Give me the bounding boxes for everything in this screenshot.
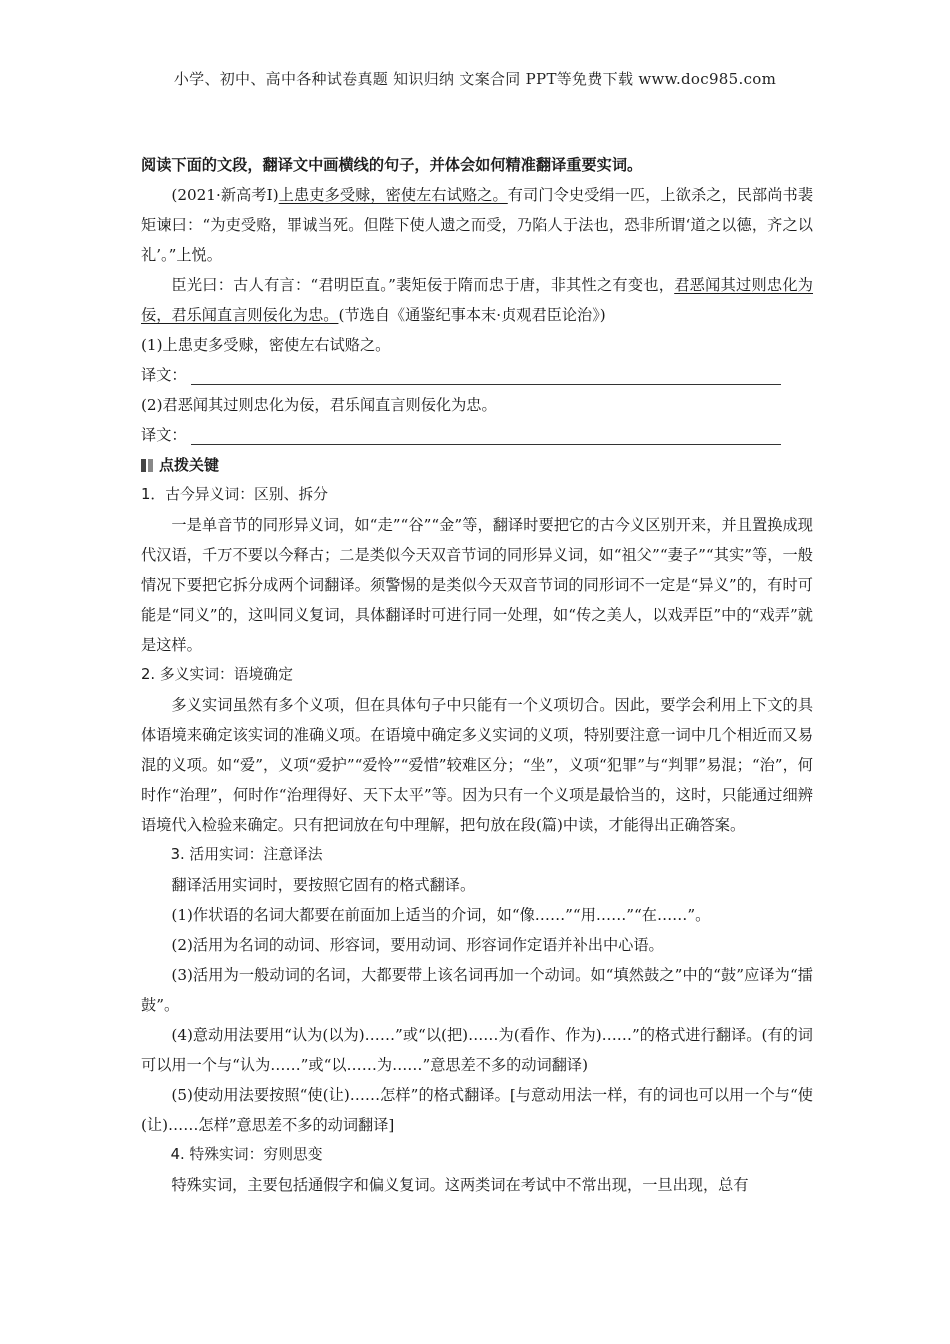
answer-label-2: 译文： xyxy=(141,426,187,444)
page-header: 小学、初中、高中各种试卷真题 知识归纳 文案合同 PPT等免费下载 www.doc985.com xyxy=(173,70,777,88)
answer-blank-1[interactable] xyxy=(191,364,781,385)
answer-line-2 xyxy=(141,420,813,450)
passage-text-1: 有司门令史受绢一匹，上欲杀之，民部尚书裴矩谏曰：“为吏受赂，罪诚当死。但陛下使人遗之而受，乃陷人于法也，恐非所谓‘道之以德，齐之以礼’。”上悦。 xyxy=(141,186,814,264)
body-4: 特殊实词，主要包括通假字和偏义复词。这两类词在考试中不常出现，一旦出现，总有 xyxy=(171,1176,749,1194)
heading-4: 4. 特殊实词：穷则思变 xyxy=(170,1146,323,1163)
passage-paragraph-2 xyxy=(141,270,813,330)
instruction-text: 阅读下面的文段，翻译文中画横线的句子，并体会如何精准翻译重要实词。 xyxy=(141,156,643,174)
body-2: 多义实词虽然有多个义项，但在具体句子中只能有一个义项切合。因此，要学会利用上下文的具体语境来确定该实词的准确义项。在语境中确定多义实词的义项，特别要注意一词中几个相近而又易混的义项。如“爱”，义项“爱护”“爱怜”“爱惜”较难区分；“坐”，义项“犯罪”与“判罪”易混；“治”，何时作“治理”，何时作“治理得好、天下太平”等。因为只有一个义项是最恰当的，这时，只能通过细辨语境代入检验来确定。只有把词放在句中理解，把句放在段(篇)中读，才能得出正确答案。 xyxy=(141,696,813,834)
body-3-intro: 翻译活用实词时，要按照它固有的格式翻译。 xyxy=(171,876,476,894)
underlined-sentence-1: 上患吏多受赇，密使左右试赂之。 xyxy=(278,186,508,204)
underlined-sentence-2: 君恶闻其过则忠化为佞，君乐闻直言则佞化为忠。 xyxy=(141,276,813,324)
passage-source-tag: (2021·新高考Ⅰ) xyxy=(171,186,279,204)
body-3-item-5: (5)使动用法要按照“使(让)……怎样”的格式翻译。[与意动用法一样，有的词也可以用一个与“使(让)……怎样”意思差不多的动词翻译] xyxy=(141,1086,813,1134)
passage-citation: (节选自《通鉴纪事本末·贞观君臣论治》) xyxy=(338,306,606,324)
heading-1: 1．古今异义词：区别、拆分 xyxy=(141,486,328,503)
body-1: 一是单音节的同形异义词，如“走”“谷”“金”等，翻译时要把它的古今义区别开来，并且置换成现代汉语，千万不要以今释古；二是类似今天双音节词的同形异义词，如“祖父”“妻子”“其实”等，一般情况下要把它拆分成两个词翻译。须警惕的是类似今天双音节词的同形词不一定是“异义”的，有时可能是“同义”的，这叫同义复词，具体翻译时可进行同一处理，如“传之美人，以戏弄臣”中的“戏弄”就是这样。 xyxy=(141,516,813,654)
answer-label-1: 译文： xyxy=(141,366,187,384)
passage-text-2: 臣光曰：古人有言：“君明臣直。”裴矩佞于隋而忠于唐，非其性之有变也， xyxy=(171,276,675,294)
section-title-text: 点拨关键 xyxy=(159,456,220,474)
answer-blank-2[interactable] xyxy=(191,424,781,445)
question-2: (2)君恶闻其过则忠化为佞，君乐闻直言则佞化为忠。 xyxy=(141,396,497,414)
heading-3: 3. 活用实词：注意译法 xyxy=(170,846,323,863)
body-3-item-2: (2)活用为名词的动词、形容词，要用动词、形容词作定语并补出中心语。 xyxy=(171,936,664,954)
body-3-item-3: (3)活用为一般动词的名词，大都要带上该名词再加一个动词。如“填然鼓之”中的“鼓”应译为“擂鼓”。 xyxy=(141,966,813,1014)
heading-2: 2. 多义实词：语境确定 xyxy=(141,666,293,683)
question-1: (1)上患吏多受赇，密使左右试赂之。 xyxy=(141,336,391,354)
body-3-item-1: (1)作状语的名词大都要在前面加上适当的介词，如“像……”“用……”“在……”。 xyxy=(171,906,711,924)
answer-line-1 xyxy=(141,360,813,390)
section-marker-icon-2 xyxy=(148,459,153,472)
document-body xyxy=(141,150,813,1200)
passage-paragraph-1 xyxy=(141,180,813,270)
section-title xyxy=(141,450,813,480)
body-3-item-4: (4)意动用法要用“认为(以为)……”或“以(把)……为(看作、作为)……”的格式进行翻译。(有的词可以用一个与“认为……”或“以……为……”意思差不多的动词翻译) xyxy=(141,1026,813,1074)
section-marker-icon xyxy=(141,459,146,472)
